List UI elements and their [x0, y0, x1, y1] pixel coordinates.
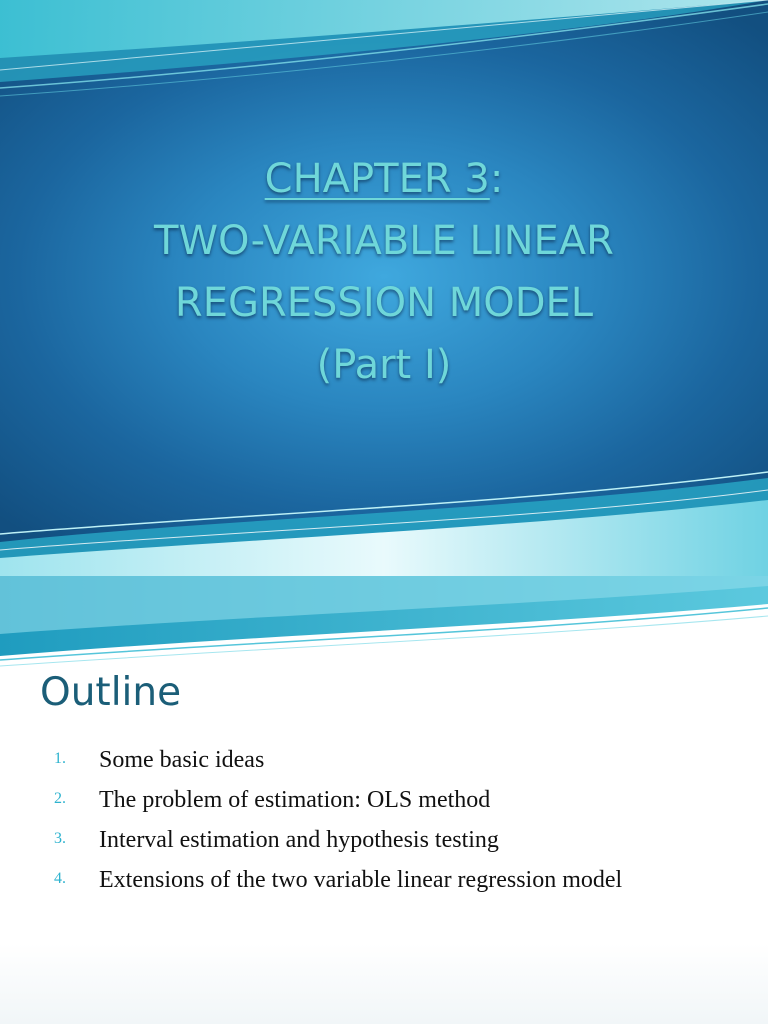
outline-slide — [0, 576, 768, 1024]
list-number: 3. — [54, 830, 66, 847]
list-number: 4. — [54, 870, 66, 887]
list-item — [54, 864, 754, 896]
outline-list — [54, 744, 754, 904]
title-line-2: TWO-VARIABLE LINEAR — [154, 218, 614, 264]
chapter-label: CHAPTER 3 — [264, 156, 490, 202]
outline-heading: Outline — [40, 670, 182, 715]
list-item — [54, 744, 754, 776]
list-number: 2. — [54, 790, 66, 807]
list-text: Some basic ideas — [99, 747, 265, 773]
title-line-1 — [0, 148, 768, 210]
title-line-4: (Part I) — [316, 342, 452, 388]
list-item — [54, 784, 754, 816]
list-number: 1. — [54, 750, 66, 767]
bottom-wave-decoration — [0, 470, 768, 576]
slide-title — [0, 148, 768, 396]
title-line-3: REGRESSION MODEL — [174, 280, 594, 326]
list-text: The problem of estimation: OLS method — [99, 787, 491, 813]
list-item — [54, 824, 754, 856]
list-text: Extensions of the two variable linear regression model — [99, 867, 623, 893]
outline-wave-decoration — [0, 576, 768, 668]
list-text: Interval estimation and hypothesis testing — [99, 827, 499, 853]
top-wave-decoration — [0, 0, 768, 110]
chapter-colon: : — [489, 156, 504, 202]
